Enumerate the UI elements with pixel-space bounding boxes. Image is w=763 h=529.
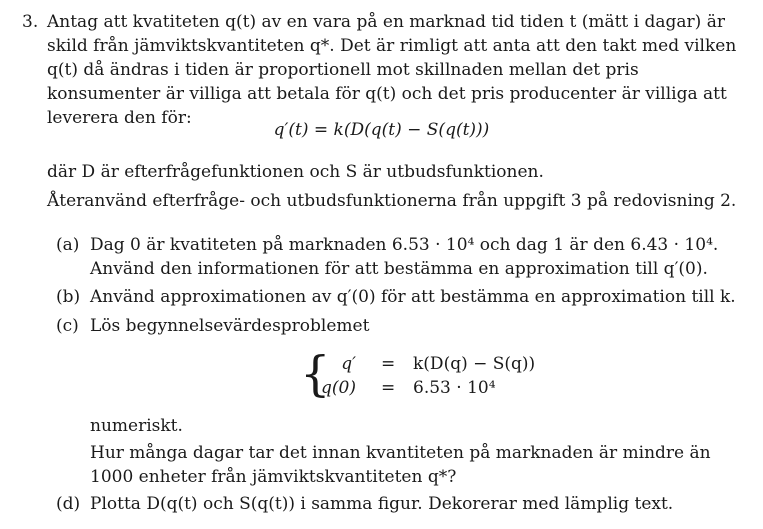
system-row-2-left: q(0) <box>321 378 356 398</box>
where-text: där D är efterfrågefunktionen och S är utbudsfunktionen. <box>47 162 544 182</box>
item-d-label: (d) <box>56 494 81 514</box>
item-c-text: Lös begynnelsevärdesproblemet <box>90 316 370 336</box>
reuse-text: Återanvänd efterfråge- och utbudsfunktionerna från uppgift 3 på redovisning 2. <box>47 191 737 211</box>
problem-intro: Antag att kvatiteten q(t) av en vara på en marknad tid tiden t (mätt i dagar) är skild från jämviktskvantiteten q*. Det är rimligt att anta att den takt med vilken q(t) då ändras i tiden är proportionell mot skillnaden mellan det pris konsumenter är villiga att betala för q(t) och det pris producenter är villiga att leverera den för: <box>47 12 737 128</box>
item-b-label: (b) <box>56 287 81 307</box>
item-c-label: (c) <box>56 316 79 336</box>
problem-number: 3. <box>22 12 39 32</box>
system-row-2-right: 6.53 · 10⁴ <box>413 378 496 398</box>
item-b-text: Använd approximationen av q′(0) för att bestämma en approximation till k. <box>90 287 736 307</box>
system-brace: { <box>300 346 331 402</box>
item-a-text: Dag 0 är kvatiteten på marknaden 6.53 · 10⁴ och dag 1 är den 6.43 · 10⁴. Använd den informationen för att bestämma en approximation till q′(0). <box>90 235 719 279</box>
system-row-1-eq: = <box>381 354 396 374</box>
item-d-text: Plotta D(q(t) och S(q(t)) i samma figur. Dekorerar med lämplig text. <box>90 494 674 514</box>
system-row-1-left: q′ <box>341 354 356 374</box>
question-text: Hur många dagar tar det innan kvantiteten på marknaden är mindre än 1000 enheter från jämviktskvantiteten q*? <box>90 443 711 487</box>
system-row-2-eq: = <box>381 378 396 398</box>
numeric-text: numeriskt. <box>90 416 183 436</box>
system-row-1-right: k(D(q) − S(q)) <box>413 354 536 374</box>
ivp-system <box>300 346 560 402</box>
main-equation: q′(t) = k(D(q(t) − S(q(t))) <box>273 120 490 140</box>
item-a-label: (a) <box>56 235 80 255</box>
